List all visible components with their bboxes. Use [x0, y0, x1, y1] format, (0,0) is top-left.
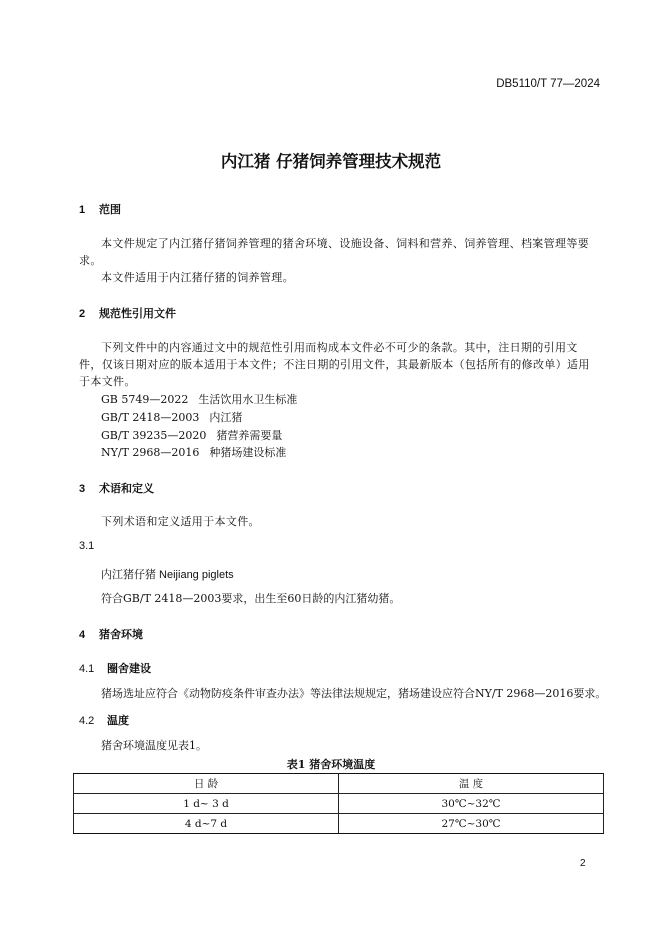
reference-code: GB/T 2418—2003	[101, 411, 200, 424]
reference-name: 猪营养需要量	[216, 429, 283, 442]
section-2-number: 2	[79, 308, 86, 320]
section-4-1-number: 4.1	[79, 663, 95, 675]
section-2-heading	[79, 305, 176, 321]
section-1-title: 范围	[99, 203, 121, 216]
table-cell: 1 d~ 3 d	[74, 794, 339, 814]
section-4-2-title: 温度	[107, 714, 129, 727]
section-2-paragraph: 下列文件中的内容通过文中的规范性引用而构成本文件必不可少的条款。其中，注日期的引用文件，仅该日期对应的版本适用于本文件；不注日期的引用文件，其最新版本（包括所有的修改单）适用于本文件。	[79, 341, 590, 388]
reference-name: 种猪场建设标准	[209, 446, 287, 459]
section-4-1-heading	[79, 660, 151, 676]
table-cell: 30℃~32℃	[339, 794, 604, 814]
table-cell: 4 d~7 d	[74, 814, 339, 834]
section-4-heading	[79, 626, 143, 642]
section-4-2-paragraph: 猪舍环境温度见表1。	[101, 739, 207, 752]
table-header-row	[74, 774, 604, 794]
section-3-paragraph: 下列术语和定义适用于本文件。	[101, 515, 260, 528]
reference-code: NY/T 2968—2016	[101, 446, 200, 459]
section-2-title: 规范性引用文件	[99, 307, 176, 320]
section-4-2-number: 4.2	[79, 715, 95, 727]
reference-name: 内江猪	[209, 411, 243, 424]
section-1-heading	[79, 201, 121, 217]
table-cell: 27℃~30℃	[339, 814, 604, 834]
term-definition: 符合GB/T 2418—2003要求，出生至60日龄的内江猪幼猪。	[101, 592, 401, 605]
section-4-title: 猪舍环境	[99, 628, 143, 641]
reference-name: 生活饮用水卫生标准	[198, 393, 298, 406]
term-number: 3.1	[79, 540, 95, 552]
table-row	[74, 794, 604, 814]
section-4-1-paragraph: 猪场选址应符合《动物防疫条件审查办法》等法律法规规定，猪场建设应符合NY/T 2968—2016要求。	[101, 687, 607, 700]
temperature-table	[73, 773, 604, 834]
section-1-number: 1	[79, 204, 86, 216]
section-1-paragraph-1: 本文件规定了内江猪仔猪饲养管理的猪舍环境、设施设备、饲料和营养、饲养管理、档案管理等要求。	[79, 237, 590, 267]
reference-code: GB/T 39235—2020	[101, 429, 207, 442]
section-4-2-heading	[79, 712, 129, 728]
reference-item	[101, 409, 242, 425]
reference-item	[101, 391, 297, 407]
table-caption: 表1 猪舍环境温度	[286, 758, 376, 771]
section-4-number: 4	[79, 629, 86, 641]
reference-item	[101, 444, 286, 460]
reference-item	[101, 427, 282, 443]
document-code: DB5110/T 77—2024	[496, 78, 600, 90]
reference-code: GB 5749—2022	[101, 393, 189, 406]
section-3-number: 3	[79, 483, 86, 495]
page-number: 2	[580, 858, 586, 869]
section-1-paragraph-2: 本文件适用于内江猪仔猪的饲养管理。	[101, 271, 294, 284]
term-name: 内江猪仔猪 Neijiang piglets	[101, 569, 234, 581]
table-row	[74, 814, 604, 834]
section-3-heading	[79, 480, 154, 496]
section-4-1-title: 圈舍建设	[107, 662, 151, 675]
section-3-title: 术语和定义	[99, 482, 154, 495]
table-header-cell: 温 度	[339, 774, 604, 794]
table-header-cell: 日 龄	[74, 774, 339, 794]
document-title: 内江猪 仔猪饲养管理技术规范	[220, 152, 442, 171]
